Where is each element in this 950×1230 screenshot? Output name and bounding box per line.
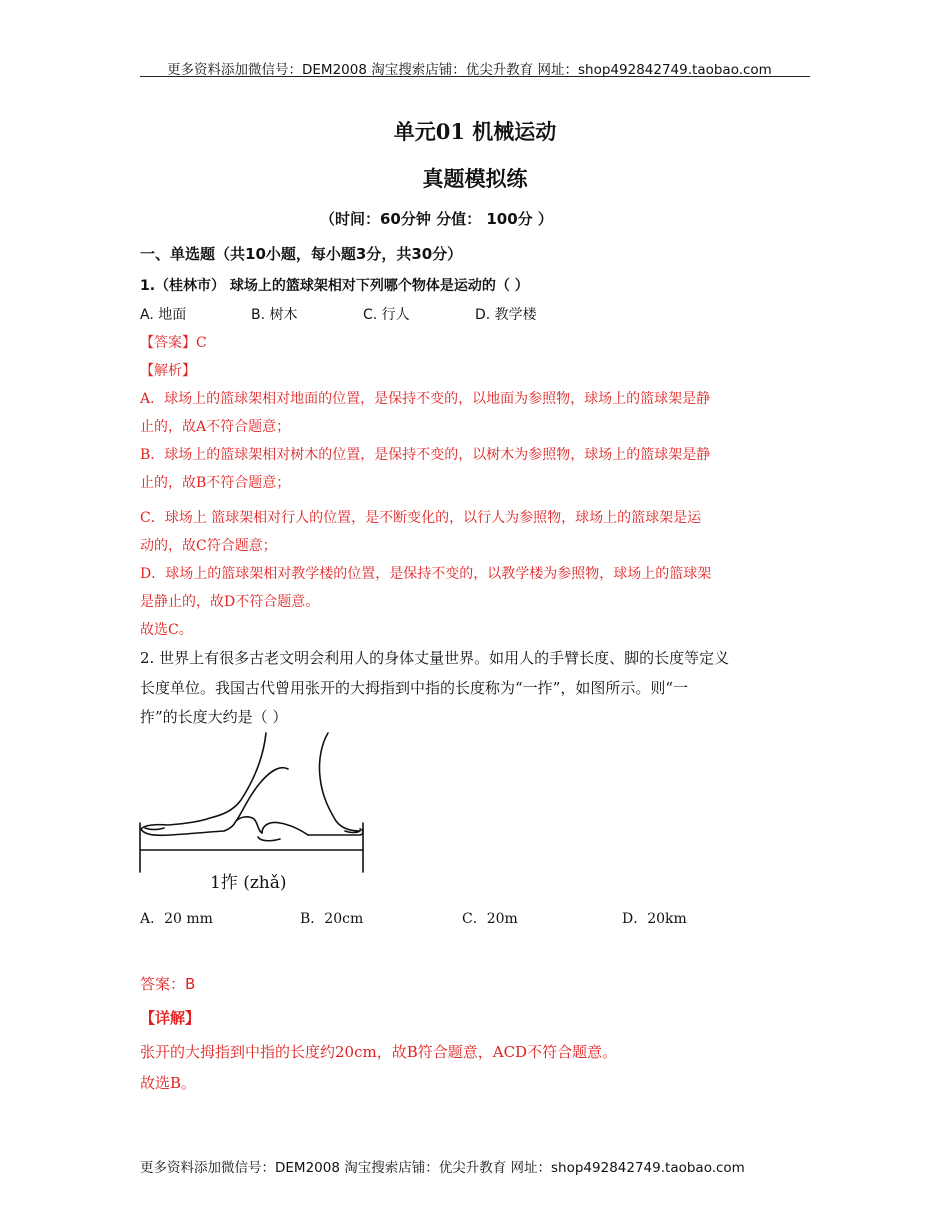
q1-option-d: D. 教学楼 (475, 307, 537, 323)
knuckle-curve (262, 822, 308, 835)
q2-option-b: B．20cm (300, 911, 364, 927)
q1-analysis-line: 是静止的，故D不符合题意。 (140, 594, 320, 610)
q2-option-a: A．20 mm (140, 911, 213, 927)
middle-finger-outline (319, 733, 360, 831)
thumb-nail (145, 828, 164, 830)
page-footer: 更多资料添加微信号：DEM2008 淘宝搜索店铺：优尖升教育 网址：shop492842749.taobao.com (140, 1160, 745, 1176)
q1-stem: 1.（桂林市） 球场上的篮球架相对下列哪个物体是运动的（ ） (140, 278, 529, 294)
q1-analysis-line: C．球场上 篮球架相对行人的位置，是不断变化的，以行人为参照物，球场上的篮球架是运 (140, 510, 702, 526)
exam-meta: （时间：60分钟 分值： 100分 ） (320, 210, 553, 228)
palm-web (224, 817, 262, 833)
q1-analysis-line: 止的，故A不符合题意； (140, 419, 291, 435)
header-rule (140, 76, 810, 77)
q1-analysis-line: 动的，故C符合题意； (140, 538, 277, 554)
unit-title: 单元01 机械运动 (393, 119, 557, 144)
figure-label: 1拃 (zhǎ) (210, 873, 287, 893)
q2-detail-line: 张开的大拇指到中指的长度约20cm，故B符合题意，ACD不符合题意。 (140, 1043, 618, 1061)
middle-finger-nail (345, 831, 360, 833)
q2-conclusion: 故选B。 (140, 1074, 197, 1092)
thumb-outline (141, 733, 266, 829)
q1-option-c: C. 行人 (363, 307, 410, 323)
page-header: 更多资料添加微信号：DEM2008 淘宝搜索店铺：优尖升教育 网址：shop492842749.taobao.com (167, 62, 772, 78)
q2-option-d: D．20km (622, 911, 687, 927)
knuckle-lower (258, 837, 280, 841)
q2-detail-label: 【详解】 (140, 1009, 201, 1027)
q2-option-c: C．20m (462, 911, 518, 927)
q1-option-a: A. 地面 (140, 307, 187, 323)
q2-stem-line: 2. 世界上有很多古老文明会利用人的身体丈量世界。如用人的手臂长度、脚的长度等定义 (140, 649, 730, 667)
q1-analysis-line: 止的，故B不符合题意； (140, 475, 291, 491)
q1-conclusion: 故选C。 (140, 622, 193, 638)
section-heading: 一、单选题（共10小题，每小题3分，共30分） (140, 245, 463, 263)
q2-stem-line: 拃”的长度大约是（ ） (140, 708, 288, 726)
q1-analysis-line: A．球场上的篮球架相对地面的位置，是保持不变的，以地面为参照物，球场上的篮球架是静 (140, 391, 711, 407)
q1-option-b: B. 树木 (251, 307, 298, 323)
q1-answer: 【答案】C (140, 335, 207, 351)
q2-stem-line: 长度单位。我国古代曾用张开的大拇指到中指的长度称为“一拃”，如图所示。则“一 (140, 679, 689, 697)
q1-analysis-line: B．球场上的篮球架相对树木的位置，是保持不变的，以树木为参照物，球场上的篮球架是静 (140, 447, 711, 463)
q2-answer: 答案：B (140, 975, 196, 993)
page-subtitle: 真题模拟练 (422, 166, 528, 191)
q1-analysis-label: 【解析】 (140, 363, 196, 379)
q1-analysis-line: D．球场上的篮球架相对教学楼的位置，是保持不变的，以教学楼为参照物，球场上的篮球架 (140, 566, 712, 582)
